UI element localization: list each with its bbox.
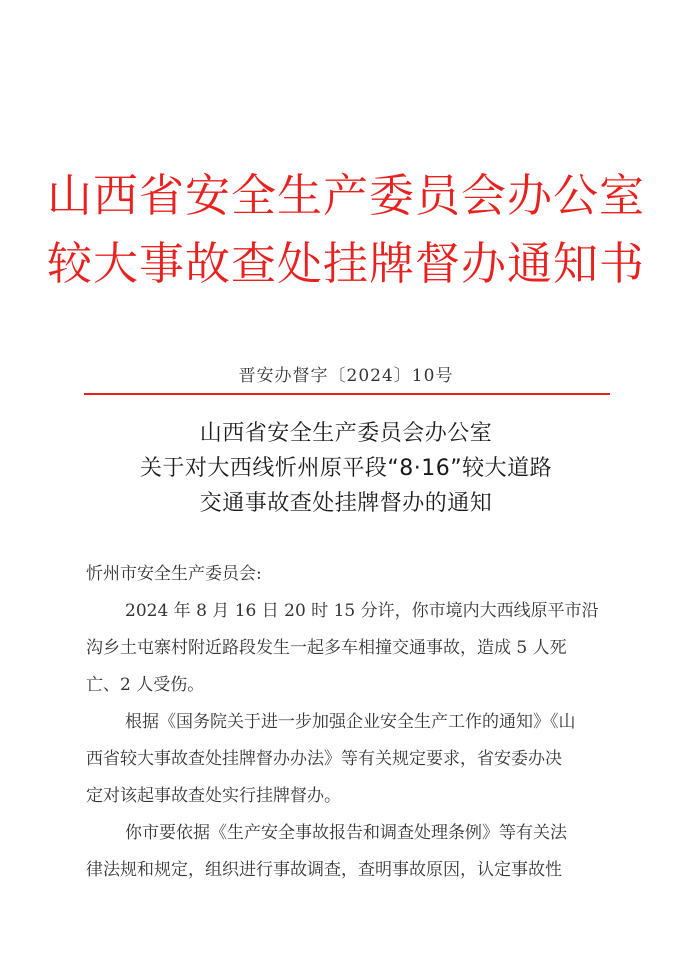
red-divider	[84, 393, 610, 395]
notice-title-line3: 交通事故查处挂牌督办的通知	[199, 491, 493, 516]
salutation: 忻州市安全生产委员会:	[86, 564, 262, 584]
paragraph-2-line-2: 西省较大事故查处挂牌督办办法》等有关规定要求，省安委办决	[86, 749, 562, 769]
paragraph-1-line-3: 亡、2 人受伤。	[86, 675, 205, 695]
header-title-line2: 较大事故查处挂牌督办通知书	[46, 237, 645, 290]
paragraph-3-line-2: 律法规和规定，组织进行事故调查，查明事故原因，认定事故性	[86, 860, 562, 880]
notice-title-line2: 关于对大西线忻州原平段“8·16”较大道路	[139, 456, 553, 481]
paragraph-1-line-1: 2024 年 8 月 16 日 20 时 15 分许，你市境内大西线原平市沿	[125, 601, 599, 621]
document-number: 晋安办督字〔2024〕10号	[238, 366, 454, 386]
paragraph-2-line-3: 定对该起事故查处实行挂牌督办。	[86, 786, 341, 806]
paragraph-2-line-1: 根据《国务院关于进一步加强企业安全生产工作的通知》《山	[125, 712, 576, 732]
notice-title-line1: 山西省安全生产委员会办公室	[199, 421, 493, 446]
header-title-line1: 山西省安全生产委员会办公室	[46, 169, 645, 222]
paragraph-1-line-2: 沟乡土屯寨村附近路段发生一起多车相撞交通事故，造成 5 人死	[86, 638, 567, 658]
paragraph-3-line-1: 你市要依据《生产安全事故报告和调查处理条例》等有关法	[125, 823, 567, 843]
